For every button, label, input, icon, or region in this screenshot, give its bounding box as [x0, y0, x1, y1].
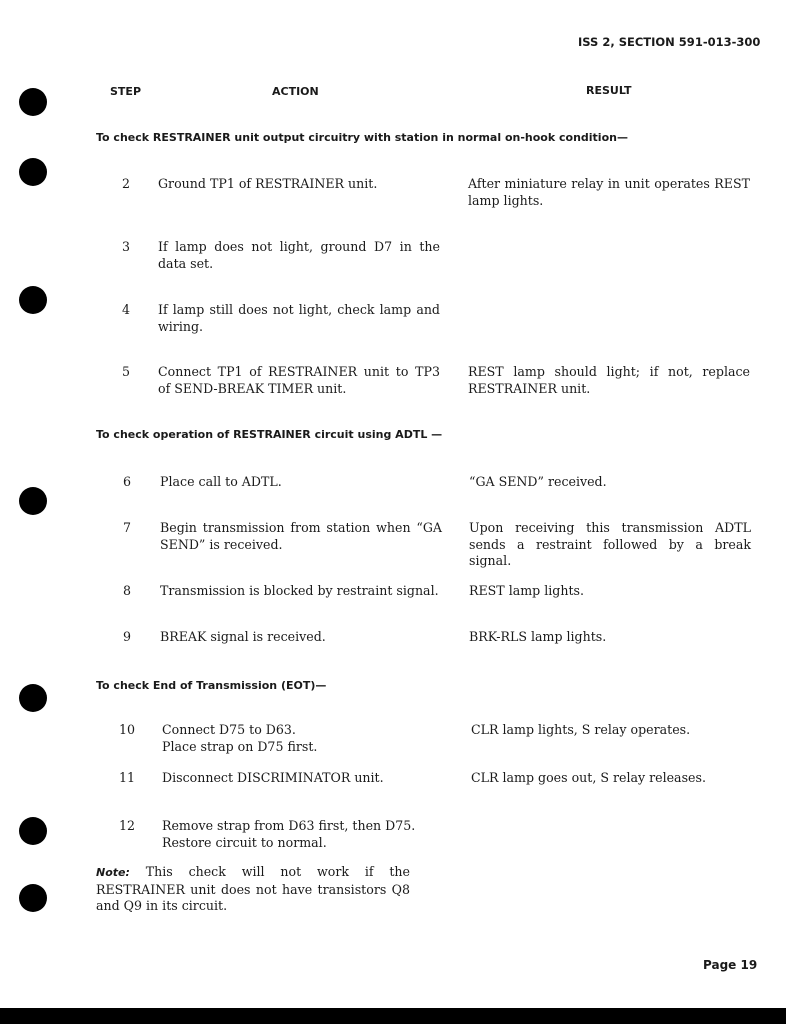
step-result: “GA SEND” received. — [469, 474, 607, 489]
note — [96, 864, 410, 915]
step-result: BRK-RLS lamp lights. — [469, 629, 607, 644]
punch-hole — [19, 88, 47, 116]
punch-hole — [19, 684, 47, 712]
step-action: Disconnect DISCRIMINATOR unit. — [162, 770, 384, 785]
punch-hole — [19, 286, 47, 314]
step-action: Place call to ADTL. — [160, 474, 282, 489]
step-number: 12 — [118, 818, 136, 833]
step-result: CLR lamp lights, S relay operates. — [471, 722, 691, 737]
step-action: If lamp still does not light, check lamp and wiring. — [158, 302, 440, 334]
punch-hole — [19, 158, 47, 186]
step-result: REST lamp should light; if not, replace RESTRAINER unit. — [468, 364, 750, 396]
step-result: CLR lamp goes out, S relay releases. — [471, 770, 706, 785]
note-text: This check will not work if the RESTRAINER unit does not have transistors Q8 and Q9 in its circuit. — [96, 864, 410, 913]
column-step: STEP — [110, 85, 142, 98]
page-number: Page 19 — [703, 958, 758, 972]
column-action: ACTION — [272, 85, 319, 98]
step-action: Transmission is blocked by restraint signal. — [160, 583, 439, 598]
step-action: If lamp does not light, ground D7 in the data set. — [158, 239, 440, 271]
column-result: RESULT — [586, 84, 632, 97]
step-action: Connect TP1 of RESTRAINER unit to TP3 of SEND-BREAK TIMER unit. — [158, 364, 440, 396]
scan-edge — [0, 1008, 786, 1024]
step-number: 6 — [122, 474, 131, 489]
punch-hole — [19, 487, 47, 515]
step-number: 10 — [118, 722, 136, 737]
step-number: 3 — [121, 239, 130, 254]
step-number: 8 — [122, 583, 131, 598]
step-number: 9 — [122, 629, 131, 644]
step-action: Begin transmission from station when “GA SEND” is received. — [160, 520, 442, 552]
section-title: To check RESTRAINER unit output circuitry with station in normal on-hook condition— — [96, 131, 628, 144]
section-title: To check operation of RESTRAINER circuit using ADTL — — [96, 428, 443, 441]
step-number: 5 — [121, 364, 130, 379]
step-action: Remove strap from D63 first, then D75. Restore circuit to normal. — [162, 818, 416, 850]
punch-hole — [19, 817, 47, 845]
step-number: 2 — [121, 176, 130, 191]
step-number: 11 — [118, 770, 136, 785]
step-number: 4 — [121, 302, 130, 317]
step-result: REST lamp lights. — [469, 583, 585, 598]
step-result: After miniature relay in unit operates REST lamp lights. — [468, 176, 750, 208]
note-label: Note: — [96, 866, 130, 879]
step-result: Upon receiving this transmission ADTL sends a restraint followed by a break signal. — [469, 520, 751, 568]
section-header: ISS 2, SECTION 591-013-300 — [578, 35, 761, 49]
step-action: Connect D75 to D63. Place strap on D75 first. — [162, 722, 318, 754]
section-title: To check End of Transmission (EOT)— — [96, 679, 327, 692]
step-action: Ground TP1 of RESTRAINER unit. — [158, 176, 378, 191]
step-number: 7 — [122, 520, 131, 535]
punch-hole — [19, 884, 47, 912]
step-action: BREAK signal is received. — [160, 629, 326, 644]
